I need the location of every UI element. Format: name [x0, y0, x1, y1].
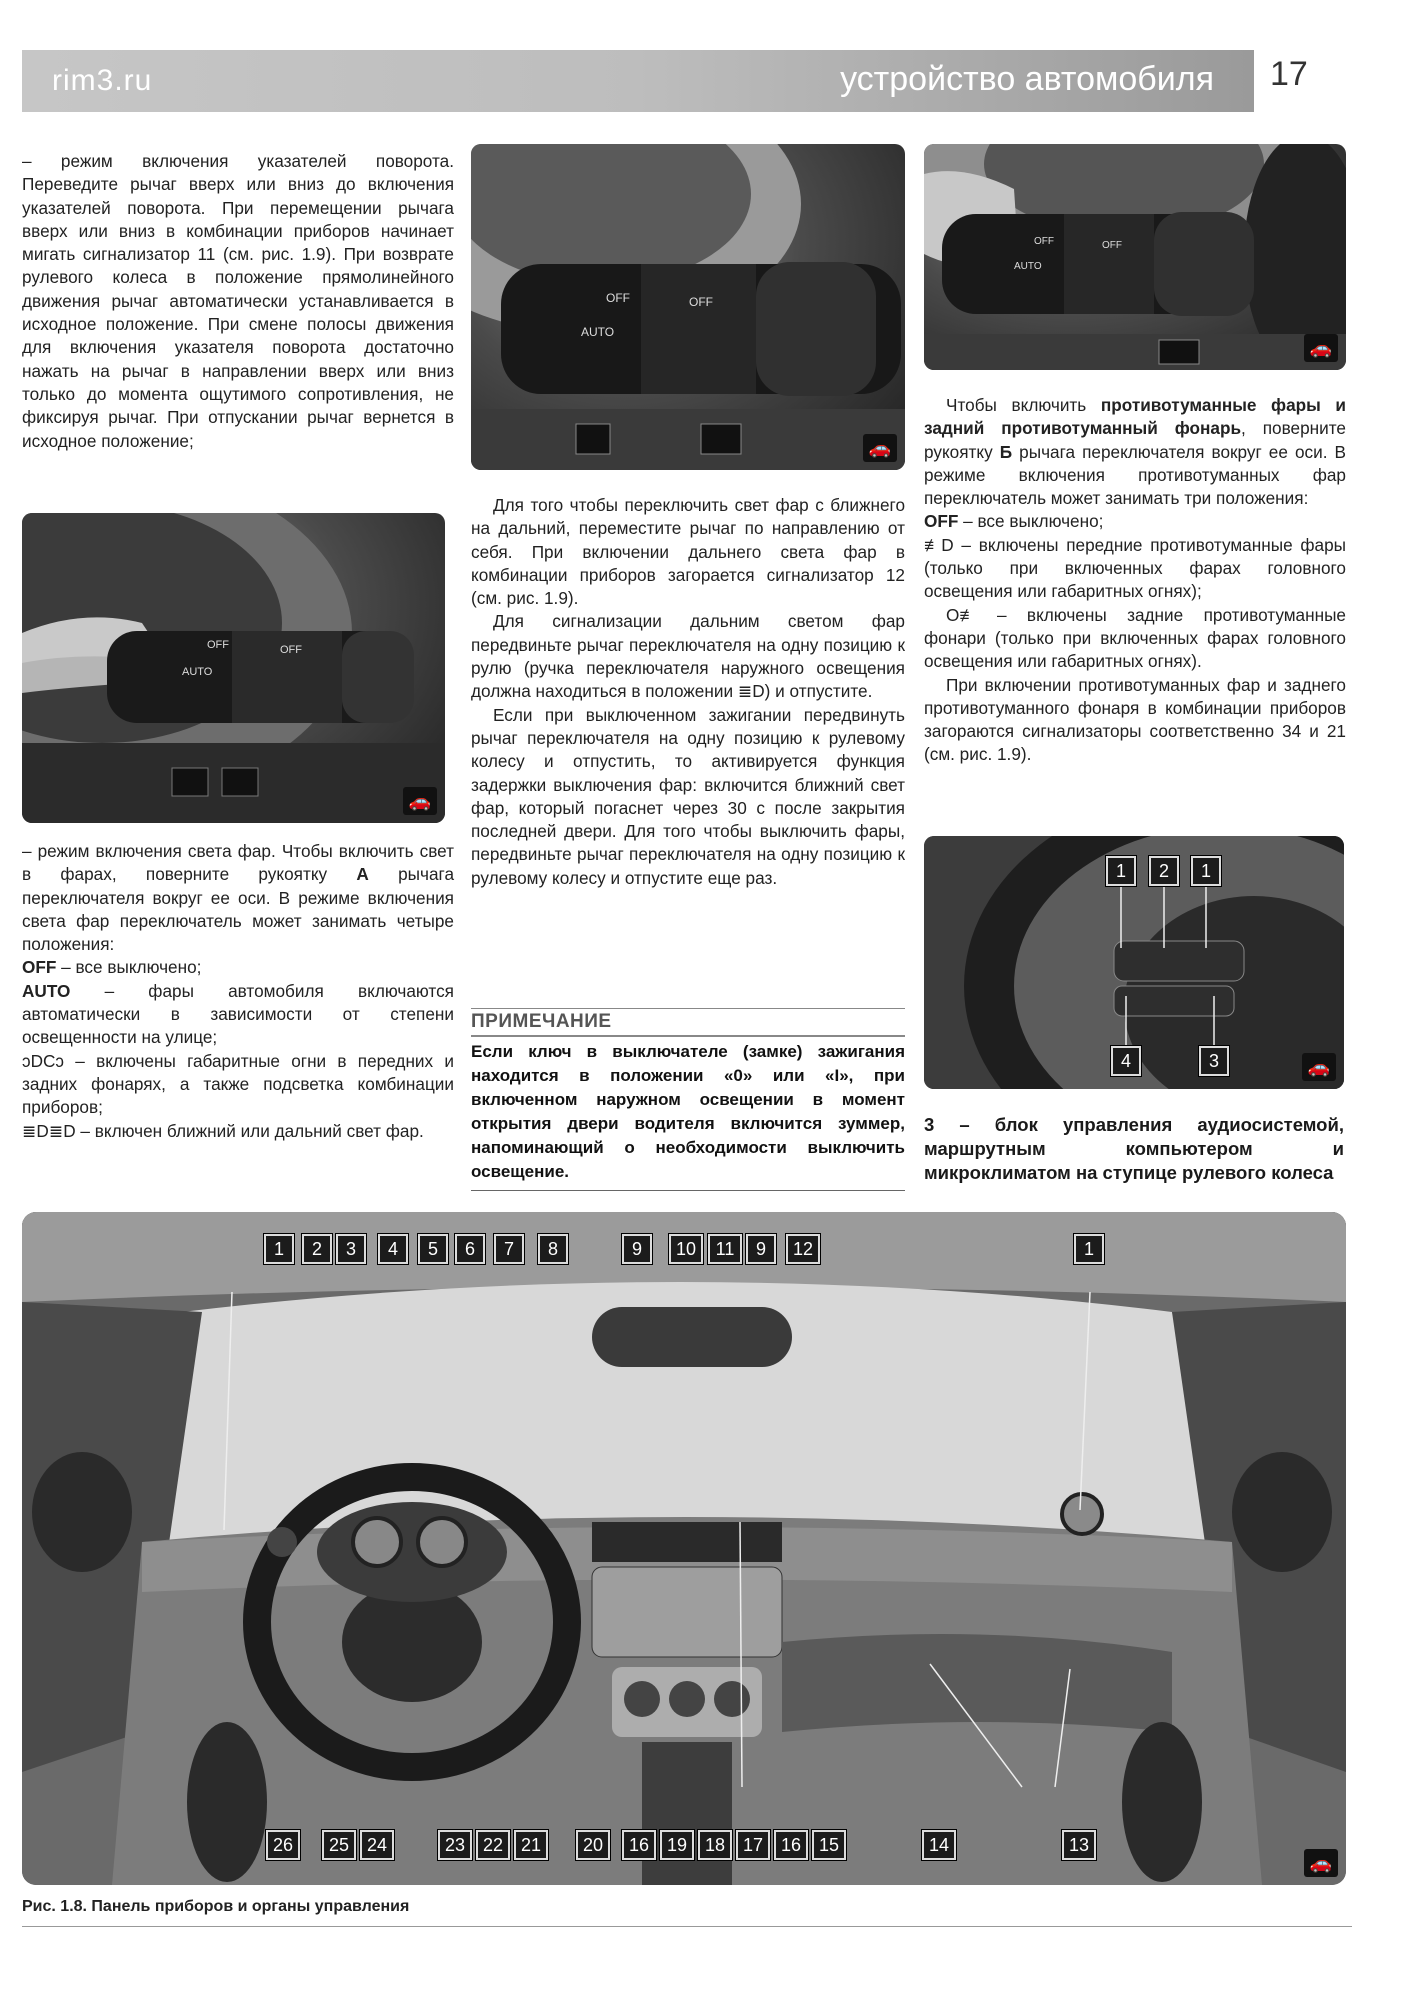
dash-callout: 1 — [1074, 1234, 1104, 1264]
wheel-callout: 2 — [1149, 856, 1179, 886]
col1-bottom-text — [22, 840, 454, 1143]
dash-callout: 26 — [266, 1830, 300, 1860]
photo2-off-a: OFF — [606, 291, 630, 305]
dash-callout: 23 — [438, 1830, 472, 1860]
auto-position: AUTO – фары автомобиля включаются автоматически в зависимости от степени освещенности на улице; — [22, 980, 454, 1048]
dash-callout: 18 — [698, 1830, 732, 1860]
photo3-auto: AUTO — [1014, 261, 1042, 272]
fog-switch-illustration — [924, 144, 1346, 370]
parking-lights-icon: ↄDCↄ — [22, 1050, 65, 1071]
dash-callout: 5 — [418, 1234, 448, 1264]
dash-callout: 15 — [812, 1830, 846, 1860]
wheel-callout: 1 — [1106, 856, 1136, 886]
flash-paragraph: Для сигнализации дальним светом фар передвиньте рычаг переключателя на одну позицию к рулю (ручка переключателя наружного освещения должна находиться в положении ≣D) и отпустите. — [471, 611, 905, 702]
parking-position: ↄDCↄ – включены габаритные огни в передних и задних фонарях, а также подсветка комбинации приборов; — [22, 1050, 454, 1118]
high-beam-paragraph: Для того чтобы переключить свет фар с ближнего на дальний, переместите рычаг по направлению от себя. При включении дальнего света фар в комбинации приборов загорается сигнализатор 12 (см. рис. 1.9). — [471, 495, 905, 609]
photo1-auto: AUTO — [182, 666, 213, 678]
photo1-off-a: OFF — [207, 639, 229, 651]
site-name: rim3.ru — [52, 64, 153, 97]
car-icon: 🚗 — [1304, 334, 1338, 362]
rear-fog-position: O≢ – включены задние противотуманные фонари (только при включенных фарах головного освещения или габаритных огнях). — [924, 604, 1346, 672]
col3-text — [924, 394, 1346, 767]
fog-indicator-paragraph: При включении противотуманных фар и заднего противотуманного фонаря в комбинации приборов загораются сигнализаторы соответственно 34 и 21 (см. рис. 1.9). — [924, 674, 1346, 765]
photo3-off-a: OFF — [1034, 236, 1054, 247]
car-icon: 🚗 — [403, 787, 437, 815]
fog-lights-paragraph: Чтобы включить противотуманные фары и задний противотуманный фонарь, поверните рукоятку Б рычага переключателя вокруг ее оси. В режиме включения противотуманных фар переключатель может занимать три положения: — [924, 395, 1346, 509]
light-switch-illustration — [22, 513, 445, 823]
delay-paragraph: Если при выключенном зажигании передвинуть рычаг переключателя на одну позицию к рулевому колесу и отпустить, то активируется функция задержки выключения фар: включится ближний свет фар, который погаснет через 30 с после закрытия последней двери. Для того чтобы выключить фары, передвиньте рычаг переключателя на одну позицию к рулевому колесу и отпустите еще раз. — [471, 704, 905, 888]
photo-light-switch-hand — [22, 513, 445, 823]
wheel-callout: 3 — [1199, 1046, 1229, 1076]
dash-callout: 13 — [1062, 1830, 1096, 1860]
low-beam-icon: ≣D — [737, 681, 765, 702]
photo1-off-b: OFF — [280, 644, 302, 656]
dash-callout: 1 — [264, 1234, 294, 1264]
dash-callout: 8 — [538, 1234, 568, 1264]
dash-callout: 19 — [660, 1830, 694, 1860]
dash-callout: 20 — [576, 1830, 610, 1860]
dash-callout: 4 — [378, 1234, 408, 1264]
rear-fog-icon: O≢ — [946, 604, 977, 625]
dash-callout: 22 — [476, 1830, 510, 1860]
dashboard-illustration — [22, 1212, 1346, 1885]
photo-fog-switch — [924, 144, 1346, 370]
car-icon: 🚗 — [1304, 1849, 1338, 1877]
photo2-off-b: OFF — [689, 295, 713, 309]
wheel-callout: 1 — [1191, 856, 1221, 886]
photo-dashboard — [22, 1212, 1346, 1885]
fog-off-position: OFF – все выключено; — [924, 511, 1104, 532]
light-switch-illustration-2 — [471, 144, 905, 470]
note-heading: ПРИМЕЧАНИЕ — [471, 1008, 905, 1037]
dash-callout: 11 — [708, 1234, 742, 1264]
turn-signal-paragraph: – режим включения указателей поворота. Переведите рычаг вверх или вниз до включения указателей поворота. При перемещении рычага вверх или вниз в комбинации приборов начинает мигать сигнализатор 11 (см. рис. 1.9). При возврате рулевого колеса в положение прямолинейного движения рычаг автоматически устанавливается в исходное положение. При смене полосы движения для включения указателя поворота достаточно нажать на рычаг в направлении вверх или вниз только до момента ощутимого сопротивления, не фиксируя рычаг. При отпускании рычаг вернется в исходное положение; — [22, 151, 454, 451]
dash-callout: 2 — [302, 1234, 332, 1264]
headlight-mode-paragraph: – режим включения света фар. Чтобы включить свет в фарах, поверните рукоятку A рычага переключателя вокруг ее оси. В режиме включения света фар переключатель может занимать четыре положения: — [22, 841, 455, 955]
dash-callout: 17 — [736, 1830, 770, 1860]
off-position: OFF – все выключено; — [22, 957, 202, 978]
page-number: 17 — [1270, 55, 1308, 93]
dash-callout: 25 — [322, 1830, 356, 1860]
dash-callout: 16 — [622, 1830, 656, 1860]
front-fog-position: ≢D – включены передние противотуманные фары (только при включенных фарах головного освещения или габаритных огнях); — [924, 534, 1346, 602]
section-title: устройство автомобиля — [840, 60, 1214, 98]
dash-callout: 16 — [774, 1830, 808, 1860]
dash-callout: 14 — [922, 1830, 956, 1860]
car-icon: 🚗 — [1302, 1053, 1336, 1081]
dash-callout: 7 — [494, 1234, 524, 1264]
front-fog-icon: ≢D — [924, 534, 954, 555]
photo-light-switch-closeup — [471, 144, 905, 470]
headlight-beam-icon: ≣D≣D — [22, 1120, 76, 1141]
dash-callout: 24 — [360, 1830, 394, 1860]
wheel-callout: 4 — [1111, 1046, 1141, 1076]
photo3-off-b: OFF — [1102, 240, 1122, 251]
car-icon: 🚗 — [863, 434, 897, 462]
beam-position: ≣D≣D – включен ближний или дальний свет фар. — [22, 1120, 424, 1141]
dash-callout: 10 — [669, 1234, 703, 1264]
dash-callout: 9 — [746, 1234, 776, 1264]
dash-callout: 9 — [622, 1234, 652, 1264]
col1-top-text — [22, 150, 454, 453]
dash-callout: 3 — [336, 1234, 366, 1264]
photo2-auto: AUTO — [581, 325, 615, 339]
page-header — [22, 50, 1254, 112]
wheel-caption: 3 – блок управления аудиосистемой, маршрутным компьютером и микроклиматом на ступице рулевого колеса — [924, 1114, 1344, 1183]
note-body: Если ключ в выключателе (замке) зажигания находится в положении «0» или «I», при включенном наружном освещении в момент открытия двери водителя включится зуммер, напоминающий о необходимости выключить освещение. — [471, 1040, 905, 1191]
figure-caption: Рис. 1.8. Панель приборов и органы управления — [22, 1898, 410, 1915]
caption-divider — [22, 1926, 1352, 1927]
dash-callout: 12 — [786, 1234, 820, 1264]
photo-steering-wheel-controls — [924, 836, 1344, 1089]
dash-callout: 21 — [514, 1830, 548, 1860]
dash-callout: 6 — [455, 1234, 485, 1264]
col2-text — [471, 494, 905, 890]
